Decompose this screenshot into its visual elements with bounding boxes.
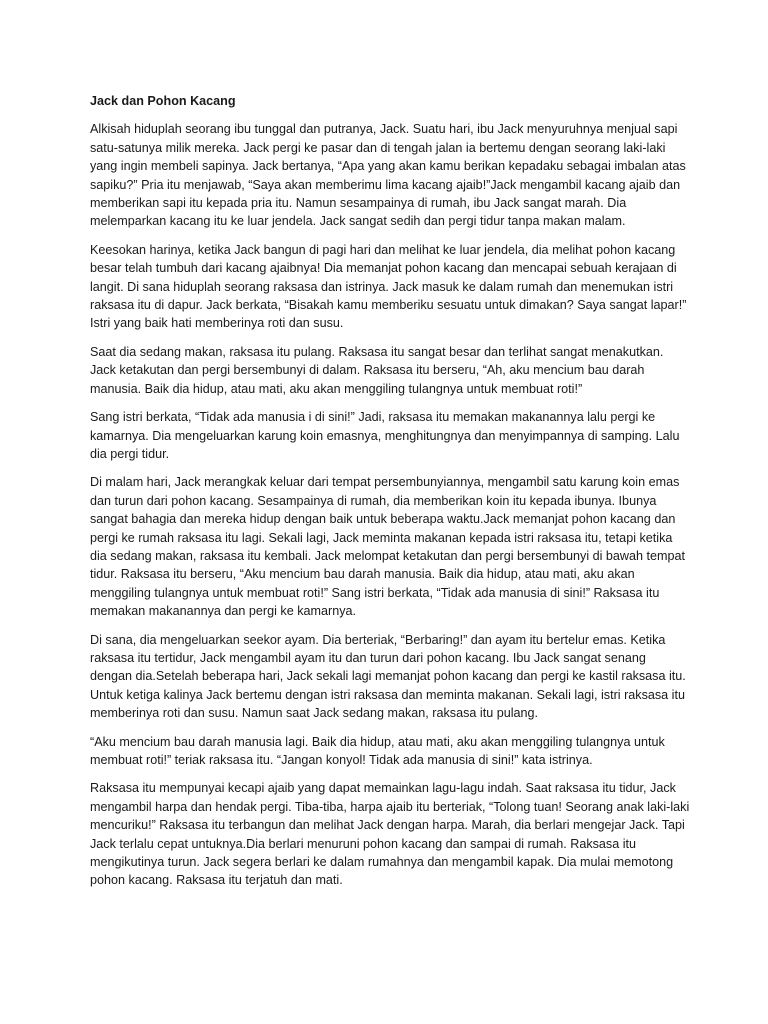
paragraph-8: Raksasa itu mempunyai kecapi ajaib yang dapat memainkan lagu-lagu indah. Saat raksasa itu tidur, Jack mengambil harpa dan hendak pergi. Tiba-tiba, harpa ajaib itu berteriak, “Tolong tuan! Seorang anak laki-laki mencuriku!” Raksasa itu terbangun dan melihat Jack dengan harpa. Marah, dia berlari mengejar Jack. Tapi Jack terlalu cepat untuknya.Dia berlari menuruni pohon kacang dan sampai di rumah. Raksasa itu mengikutinya turun. Jack segera berlari ke dalam rumahnya dan mengambil kapak. Dia mulai memotong pohon kacang. Raksasa itu terjatuh dan mati. xyxy=(90,781,690,888)
paragraph-2: Keesokan harinya, ketika Jack bangun di pagi hari dan melihat ke luar jendela, dia melihat pohon kacang besar telah tumbuh dari kacang ajaibnya! Dia memanjat pohon kacang dan mencapai sebuah kerajaan di langit. Di sana hiduplah seorang raksasa dan istrinya. Jack masuk ke dalam rumah dan menemukan istri raksasa itu di dapur. Jack berkata, “Bisakah kamu memberiku sesuatu untuk dimakan? Saya sangat lapar!” Istri yang baik hati memberinya roti dan susu. xyxy=(90,242,687,331)
paragraph-6: Di sana, dia mengeluarkan seekor ayam. Dia berteriak, “Berbaring!” dan ayam itu bertelur emas. Ketika raksasa itu tertidur, Jack mengambil ayam itu dan turun dari pohon kacang. Ibu Jack sangat senang dengan dia.Setelah beberapa hari, Jack sekali lagi memanjat pohon kacang dan pergi ke kastil raksasa itu. Untuk ketiga kalinya Jack bertemu dengan istri raksasa dan meminta makanan. Sekali lagi, istri raksasa itu memberinya roti dan susu. Namun saat Jack sedang makan, raksasa itu pulang. xyxy=(90,632,686,721)
paragraph-3: Saat dia sedang makan, raksasa itu pulang. Raksasa itu sangat besar dan terlihat sangat menakutkan. Jack ketakutan dan pergi bersembunyi di dalam. Raksasa itu berseru, “Ah, aku mencium bau darah manusia. Baik dia hidup, atau mati, aku akan menggiling tulangnya untuk membuat roti!” xyxy=(90,344,664,396)
paragraph-4: Sang istri berkata, “Tidak ada manusia i di sini!” Jadi, raksasa itu memakan makanannya lalu pergi ke kamarnya. Dia mengeluarkan karung koin emasnya, menghitungnya dan menyimpannya di samping. Lalu dia pergi tidur. xyxy=(90,410,680,461)
paragraph-5: Di malam hari, Jack merangkak keluar dari tempat persembunyiannya, mengambil satu karung koin emas dan turun dari pohon kacang. Sesampainya di rumah, dia memberikan koin itu kepada ibunya. Ibunya sangat bahagia dan mereka hidup dengan baik untuk beberapa waktu.Jack memanjat pohon kacang dan pergi ke rumah raksasa itu lagi. Sekali lagi, Jack meminta makanan kepada istri raksasa itu, tetapi ketika dia sedang makan, raksasa itu kembali. Jack melompat ketakutan dan pergi bersembunyi di bawah tempat tidur. Raksasa itu berseru, “Aku mencium bau darah manusia. Baik dia hidup, atau mati, aku akan menggiling tulangnya untuk membuat roti!” Sang istri berkata, “Tidak ada manusia di sini!” Raksasa itu memakan makanannya dan pergi ke kamarnya. xyxy=(90,475,686,619)
document-title: Jack dan Pohon Kacang xyxy=(90,94,236,108)
document-body xyxy=(90,92,690,900)
paragraph-1: Alkisah hiduplah seorang ibu tunggal dan putranya, Jack. Suatu hari, ibu Jack menyuruhnya menjual sapi satu-satunya milik mereka. Jack pergi ke pasar dan di tengah jalan ia bertemu dengan seorang laki-laki yang ingin membeli sapinya. Jack bertanya, “Apa yang akan kamu berikan kepadaku sebagai imbalan atas sapiku?” Pria itu menjawab, “Saya akan memberimu lima kacang ajaib!”Jack mengambil kacang ajaib dan memberikan sapi itu kepada pria itu. Namun sesampainya di rumah, ibu Jack sangat marah. Dia melemparkan kacang itu ke luar jendela. Jack sangat sedih dan pergi tidur tanpa makan malam. xyxy=(90,122,686,229)
paragraph-7: “Aku mencium bau darah manusia lagi. Baik dia hidup, atau mati, aku akan menggiling tulangnya untuk membuat roti!” teriak raksasa itu. “Jangan konyol! Tidak ada manusia di sini!” kata istrinya. xyxy=(90,734,665,767)
